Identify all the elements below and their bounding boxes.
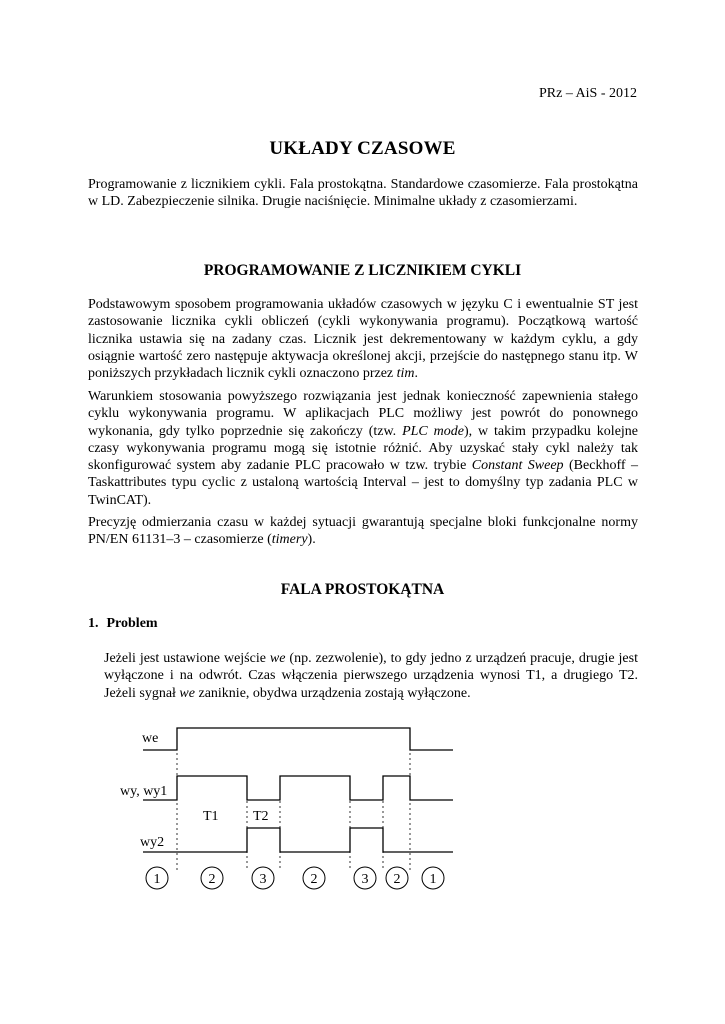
signal-wy2-waveform xyxy=(143,828,453,852)
state-number: 3 xyxy=(361,872,369,887)
section1-paragraph-1: Podstawowym sposobem programowania układów czasowych w języku C i ewentualnie ST jest zastosowanie licznika cykli obliczeń (cykli wykonywania programu). Początkową wartość licznika ustawia się na zadany czas. Licznik jest dekrementowany w każdym cyklu, a gdy osiągnie wartość zero następuje aktywacja określonej akcji, przejście do następnego stanu itp. W poniższych przykładach licznik cykli oznaczono przez tim. xyxy=(88,297,638,382)
signal-label-wy2: wy2 xyxy=(140,835,165,850)
state-number: 1 xyxy=(153,872,161,887)
state-number: 2 xyxy=(393,872,401,887)
timing-diagram xyxy=(100,720,470,900)
section-heading-square-wave: FALA PROSTOKĄTNA xyxy=(280,581,445,598)
section1-paragraph-3: Precyzję odmierzania czasu w każdej sytuacji gwarantują specjalne bloki funkcjonalne normy PN/EN 61131–3 – czasomierze (timery). xyxy=(88,515,638,548)
state-number: 1 xyxy=(429,872,437,887)
section-heading-cycle-counter: PROGRAMOWANIE Z LICZNIKIEM CYKLI xyxy=(203,262,522,279)
intro-paragraph: Programowanie z licznikiem cykli. Fala prostokątna. Standardowe czasomierze. Fala prostokątna w LD. Zabezpieczenie silnika. Drugie naciśnięcie. Minimalne układy z czasomierzami. xyxy=(88,177,638,210)
state-number: 2 xyxy=(208,872,216,887)
problem-paragraph: Jeżeli jest ustawione wejście we (np. zezwolenie), to gdy jedno z urządzeń pracuje, drugie jest wyłączone i na odwrót. Czas włączenia pierwszego urządzenia wynosi T1, a drugiego T2. Jeżeli sygnał we zaniknie, obydwa urządzenia zostają wyłączone. xyxy=(104,651,638,701)
state-number: 2 xyxy=(310,872,318,887)
signal-label-we: we xyxy=(142,731,159,746)
interval-label-t2: T2 xyxy=(253,809,269,824)
signal-wy1-waveform xyxy=(143,776,453,800)
interval-label-t1: T1 xyxy=(203,809,219,824)
signal-we-waveform xyxy=(143,728,453,750)
subsection-heading-problem: 1. Problem xyxy=(88,616,158,631)
signal-label-wy1: wy, wy1 xyxy=(120,784,168,799)
state-number: 3 xyxy=(259,872,267,887)
page-title: UKŁADY CZASOWE xyxy=(269,138,456,159)
section1-paragraph-2: Warunkiem stosowania powyższego rozwiązania jest jednak konieczność zapewnienia stałego cyklu wykonywania programu. W aplikacjach PLC możliwy jest powrót do ponownego wykonania, gdy tylko poprzednie się zakończy (tzw. PLC mode), w takim przypadku kolejne czasy wykonywania programu mogą się istotnie różnić. Aby uzyskać stały cykl należy tak skonfigurować system aby zadanie PLC pracowało w tzw. trybie Constant Sweep (Beckhoff – Taskattributes typu cyclic z ustaloną wartością Interval – jest to domyślny typ zadania PLC w TwinCAT). xyxy=(88,389,639,508)
header-reference: PRz – AiS - 2012 xyxy=(538,86,637,101)
